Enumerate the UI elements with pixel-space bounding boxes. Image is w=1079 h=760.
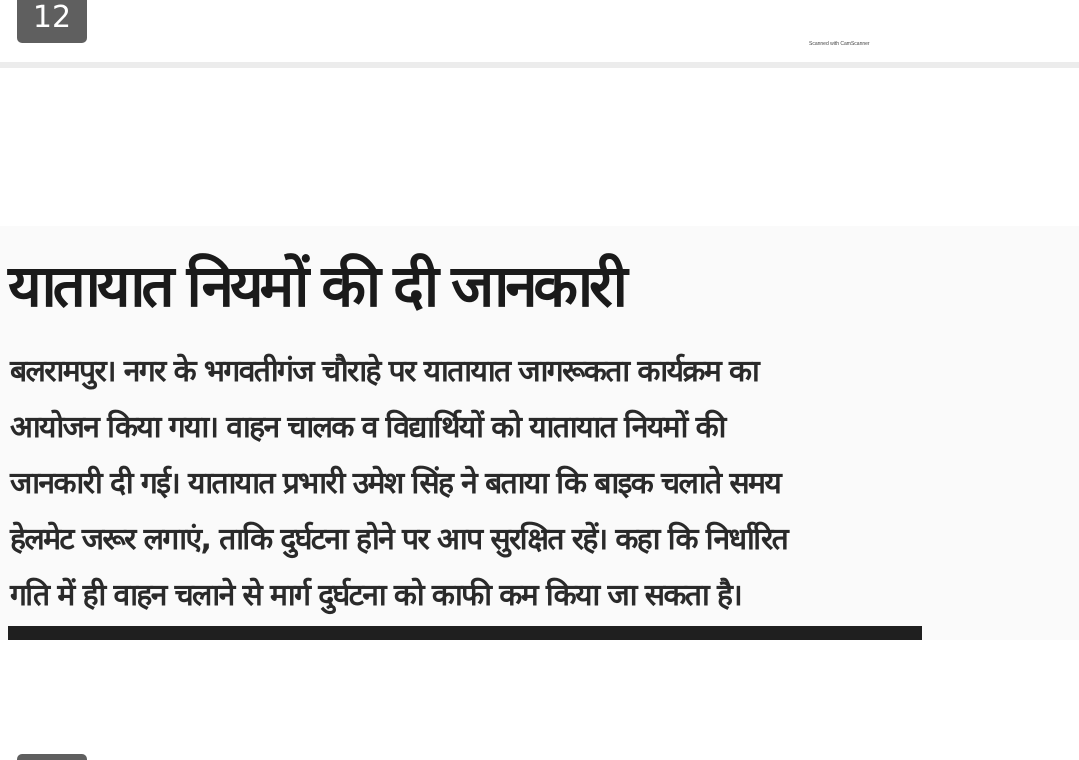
page-divider <box>0 62 1079 68</box>
article-line: आयोजन किया गया। वाहन चालक व विद्यार्थियों को यातायात नियमों की <box>10 410 725 445</box>
scanner-watermark: Scanned with CamScanner <box>809 41 870 47</box>
next-page-badge <box>17 754 87 760</box>
article-line: गति में ही वाहन चलाने से मार्ग दुर्घटना को काफी कम किया जा सकता है। <box>10 578 742 613</box>
article-line: बलरामपुर। नगर के भगवतीगंज चौराहे पर यातायात जागरूकता कार्यक्रम का <box>10 354 759 389</box>
cropped-next-headline <box>8 626 922 640</box>
article-line: जानकारी दी गई। यातायात प्रभारी उमेश सिंह ने बताया कि बाइक चलाते समय <box>10 466 781 501</box>
article-line: हेलमेट जरूर लगाएं, ताकि दुर्घटना होने पर आप सुरक्षित रहें। कहा कि निर्धारित <box>10 522 788 557</box>
article-headline: यातायात नियमों की दी जानकारी <box>8 252 624 320</box>
page-number-badge: 12 <box>17 0 87 43</box>
article-body <box>10 344 1070 624</box>
newspaper-clipping <box>0 226 1079 640</box>
